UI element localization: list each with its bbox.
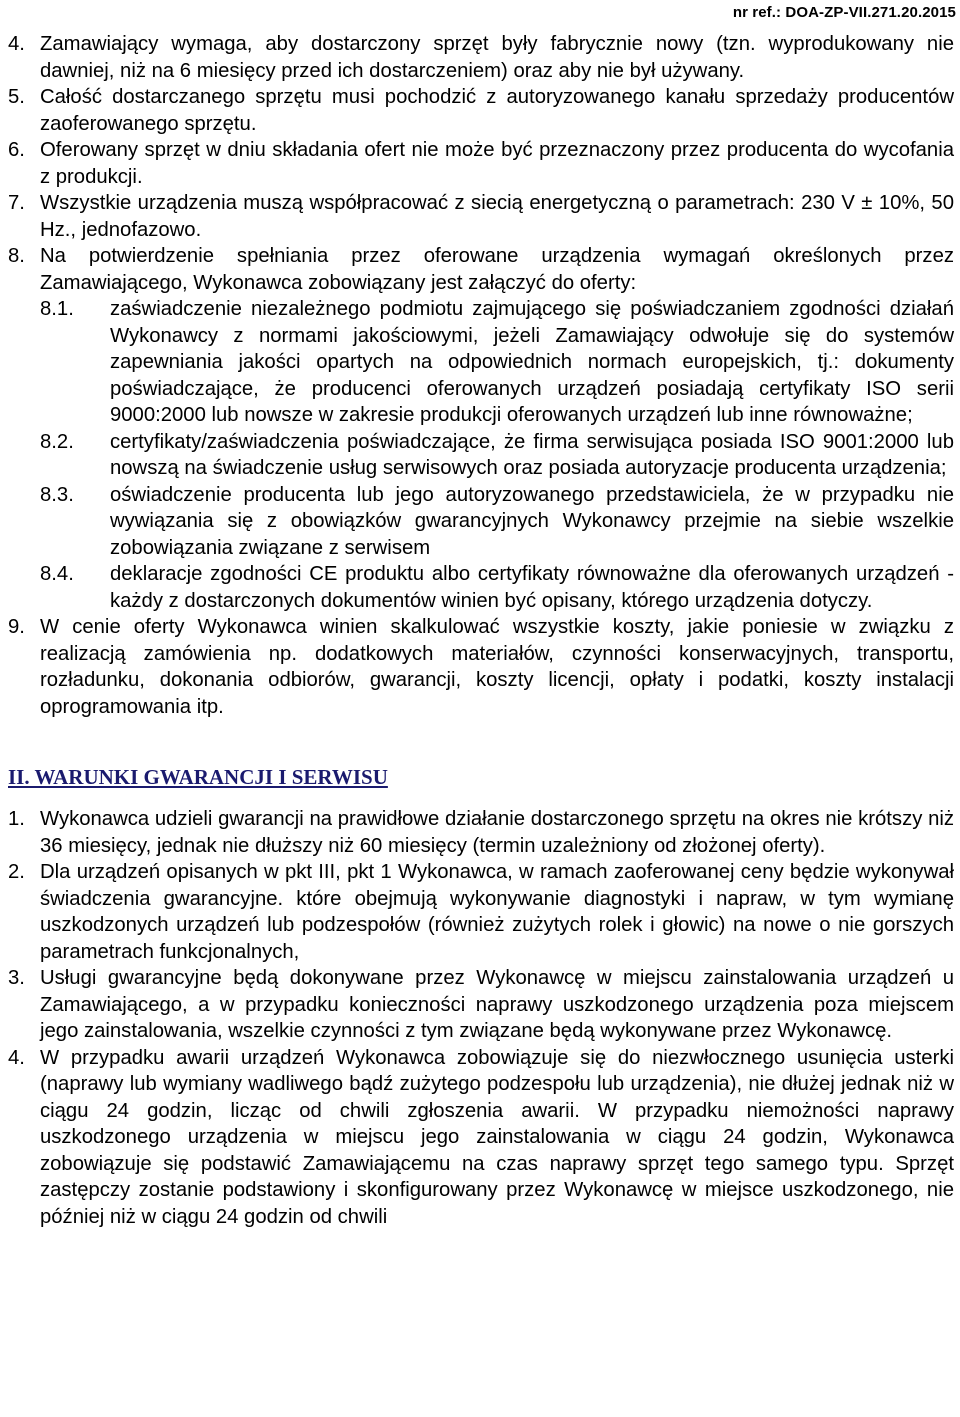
list-item-7 xyxy=(8,190,954,243)
sublist-item-8-4 xyxy=(8,561,954,614)
sublist-item-8-1 xyxy=(8,296,954,429)
list-item-8 xyxy=(8,243,954,296)
item-text: Wszystkie urządzenia muszą współpracować z siecią energetyczną o parametrach: 230 V ± 10%, 50 Hz., jednofazowo. xyxy=(40,192,954,241)
item-number: 4. xyxy=(8,33,25,55)
item-number: 9. xyxy=(8,616,25,638)
subitem-text: deklaracje zgodności CE produktu albo certyfikaty równoważne dla oferowanych urządzeń - każdy z dostarczonych dokumentów winien być opisany, którego urządzenia dotyczy. xyxy=(110,563,954,612)
warranty-item-4 xyxy=(8,1045,954,1231)
item-number: 8. xyxy=(8,245,25,267)
item-number: 7. xyxy=(8,192,25,214)
warranty-item-2 xyxy=(8,859,954,965)
item-number: 5. xyxy=(8,86,25,108)
item-text: Dla urządzeń opisanych w pkt III, pkt 1 Wykonawca, w ramach zaoferowanej ceny będzie wykonywał świadczenia gwarancyjne. które obejmują wykonywanie diagnostyki i napraw, w tym wymianę uszkodzonych urządzeń lub podzespołów (również zużytych rolek i głowic) na nowe o nie gorszych parametrach funkcjonalnych, xyxy=(40,861,954,963)
item-number: 3. xyxy=(8,967,25,989)
item-text: W cenie oferty Wykonawca winien skalkulować wszystkie koszty, jakie poniesie w związku z realizacją zamówienia np. dodatkowych materiałów, czynności konserwacyjnych, transportu, rozładunku, dokonania odbiorów, gwarancji, koszty licencji, opłaty i podatki, koszty instalacji oprogramowania itp. xyxy=(40,616,954,718)
item-number: 4. xyxy=(8,1046,25,1069)
subitem-text: certyfikaty/zaświadczenia poświadczające, że firma serwisująca posiada ISO 9001:2000 lub nowszą na świadczenie usług serwisowych oraz posiada autoryzacje producenta urządzenia; xyxy=(110,430,954,479)
subitem-number: 8.4. xyxy=(40,563,74,585)
list-item-6 xyxy=(8,137,954,190)
sublist-item-8-3 xyxy=(8,482,954,562)
item-text: Oferowany sprzęt w dniu składania ofert nie może być przeznaczony przez producenta do wycofania z produkcji. xyxy=(40,139,954,188)
warranty-item-3 xyxy=(8,965,954,1045)
subitem-text: zaświadczenie niezależnego podmiotu zajmującego się poświadczaniem zgodności działań Wykonawcy z normami jakościowymi, jeżeli Zamawiający odwołuje się do systemów zapewniania jakości opartych na odpowiednich normach europejskich, tj.: dokumenty poświadczające, że producenci oferowanych urządzeń posiadają certyfikaty ISO serii 9000:2000 lub nowsze w zakresie produkcji oferowanych urządzeń lub inne równoważne; xyxy=(110,298,954,426)
item-number: 1. xyxy=(8,808,25,830)
item-number: 6. xyxy=(8,139,25,161)
item-text: Na potwierdzenie spełniania przez oferowane urządzenia wymagań określonych przez Zamawiającego, Wykonawca zobowiązany jest załączyć do oferty: xyxy=(40,245,954,294)
item-text: W przypadku awarii urządzeń Wykonawca zobowiązuje się do niezwłocznego usunięcia usterki (naprawy lub wymiany wadliwego bądź zużytego podzespołu lub urządzenia), nie dłużej jednak niż w ciągu 24 godzin, licząc od chwili zgłoszenia awarii. W przypadku niemożności naprawy uszkodzonego urządzenia w miejscu jego zainstalowania w ciągu 24 godzin, Wykonawca zobowiązuje się podstawić Zamawiającemu na czas naprawy sprzęt tego samego typu. Sprzęt zastępczy zostanie podstawiony i skonfigurowany przez Wykonawcę w miejsce uszkodzonego, nie później niż w ciągu 24 godzin od chwili xyxy=(40,1046,954,1228)
subitem-number: 8.1. xyxy=(40,298,74,320)
subitem-number: 8.2. xyxy=(40,430,74,453)
item-text: Usługi gwarancyjne będą dokonywane przez Wykonawcę w miejscu zainstalowania urządzeń u Zamawiającego, a w przypadku konieczności naprawy uszkodzonego urządzenia poza miejscem jego zainstalowania, wszelkie czynności z tym związane będą wykonywane przez Wykonawcę. xyxy=(40,967,954,1042)
item-text: Zamawiający wymaga, aby dostarczony sprzęt były fabrycznie nowy (tzn. wyprodukowany nie dawniej, niż na 6 miesięcy przed ich dostarczeniem) oraz aby nie był używany. xyxy=(40,33,954,82)
item-number: 2. xyxy=(8,861,25,883)
list-item-9 xyxy=(8,614,954,720)
item-text: Wykonawca udzieli gwarancji na prawidłowe działanie dostarczonego sprzętu na okres nie krótszy niż 36 miesięcy, jednak nie dłuższy niż 60 miesięcy (termin uzależniony od złożonej oferty). xyxy=(40,808,954,857)
warranty-item-1 xyxy=(8,806,954,859)
section-heading: II. WARUNKI GWARANCJI I SERWISU xyxy=(8,765,388,789)
list-item-4 xyxy=(8,31,954,84)
list-item-5 xyxy=(8,84,954,137)
subitem-text: oświadczenie producenta lub jego autoryzowanego przedstawiciela, że w przypadku nie wywiązania się z obowiązków gwarancyjnych Wykonawcy przejmie na siebie wszelkie zobowiązania związane z serwisem xyxy=(110,483,954,559)
item-text: Całość dostarczanego sprzętu musi pochodzić z autoryzowanego kanału sprzedaży producentów zaoferowanego sprzętu. xyxy=(40,86,954,135)
subitem-number: 8.3. xyxy=(40,483,74,506)
reference-number: nr ref.: DOA-ZP-VII.271.20.2015 xyxy=(732,4,956,21)
document-body xyxy=(8,31,954,1230)
sublist-item-8-2 xyxy=(8,429,954,482)
